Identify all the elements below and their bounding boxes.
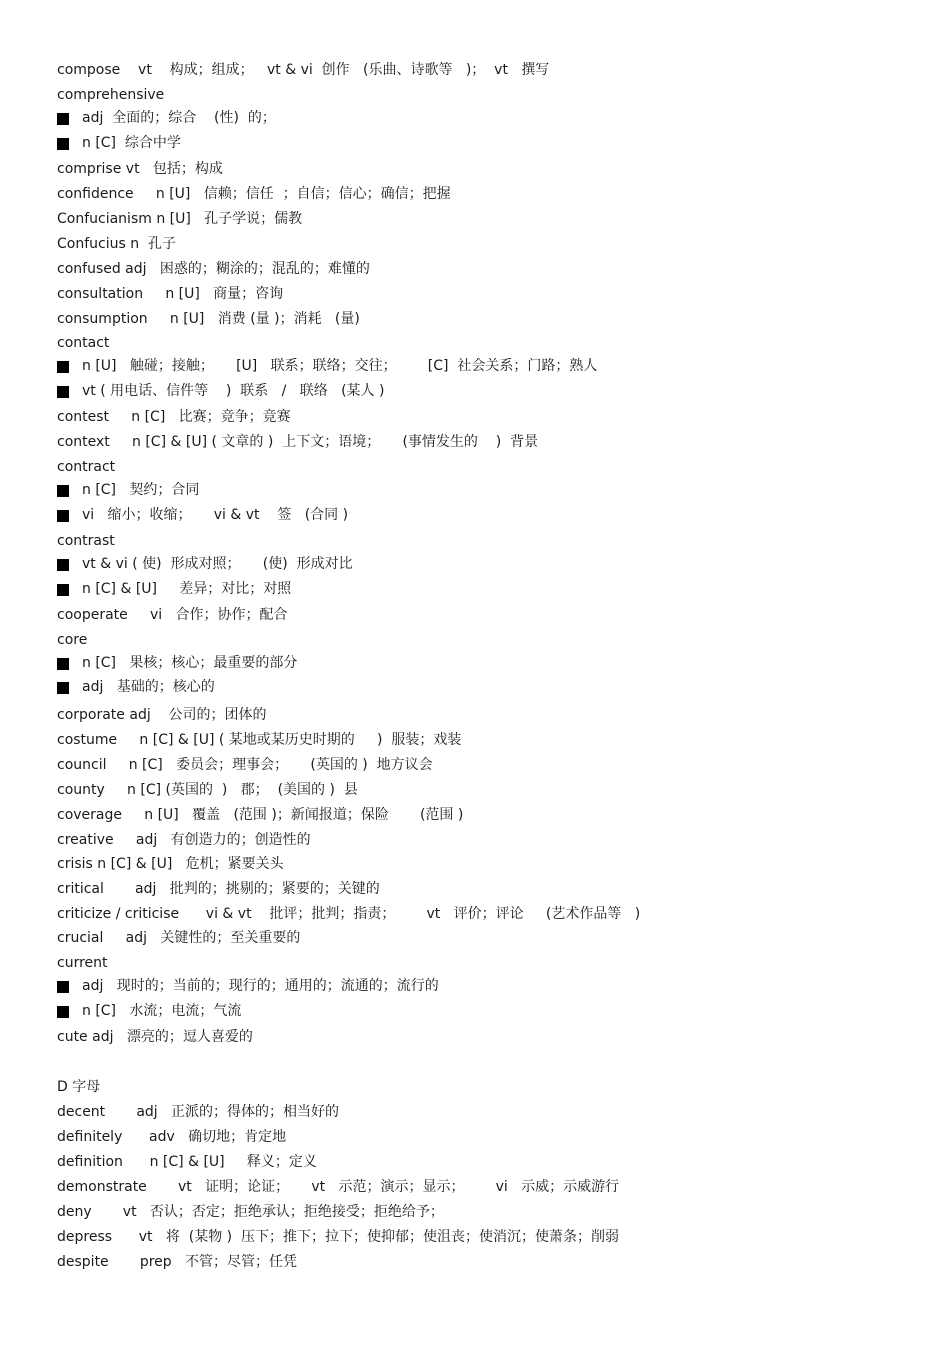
bullet-square-icon	[57, 138, 69, 150]
entry-confused: confused adj 困惑的；糊涂的；混乱的；难懂的	[57, 261, 370, 277]
entry-crucial: crucial adj 关键性的；至关重要的	[57, 930, 301, 946]
entry-critical: critical adj 批判的；挑剔的；紧要的；关键的	[57, 881, 380, 897]
sense-text: adj 全面的；综合 (性) 的；	[82, 110, 276, 126]
entry-core: core	[57, 632, 88, 648]
entry-despite: despite prep 不管；尽管；任凭	[57, 1254, 298, 1270]
sense-row	[57, 655, 937, 672]
sense-row	[57, 358, 937, 375]
bullet-square-icon	[57, 584, 69, 596]
entry-definition: definition n [C] & [U] 释义；定义	[57, 1154, 317, 1170]
sense-row	[57, 556, 937, 573]
sense-text: vt ( 用电话、信件等 ) 联系 / 联络 (某人 )	[82, 383, 385, 399]
entry-compose: compose vt 构成；组成； vt & vi 创作 (乐曲、诗歌等 )； vt 撰写	[57, 62, 550, 78]
entry-context: context n [C] & [U] ( 文章的 ) 上下文；语境； (事情发生的 ) 背景	[57, 434, 539, 450]
sense-row	[57, 482, 937, 499]
sense-row	[57, 978, 937, 995]
vocabulary-list	[57, 62, 937, 1271]
bullet-square-icon	[57, 510, 69, 522]
bullet-square-icon	[57, 981, 69, 993]
entry-comprise: comprise vt 包括；构成	[57, 161, 223, 177]
sense-text: vt & vi ( 使) 形成对照； (使) 形成对比	[82, 556, 353, 572]
entry-confucius: Confucius n 孔子	[57, 236, 176, 252]
bullet-square-icon	[57, 485, 69, 497]
entry-comprehensive: comprehensive	[57, 87, 165, 103]
entry-creative: creative adj 有创造力的；创造性的	[57, 832, 311, 848]
entry-costume: costume n [C] & [U] ( 某地或某历史时期的 ) 服装；戏装	[57, 732, 462, 748]
entry-cooperate: cooperate vi 合作；协作；配合	[57, 607, 288, 623]
entry-corporate: corporate adj 公司的；团体的	[57, 707, 267, 723]
entry-council: council n [C] 委员会；理事会； (英国的 ) 地方议会	[57, 757, 433, 773]
sense-row	[57, 383, 937, 400]
bullet-square-icon	[57, 658, 69, 670]
bullet-square-icon	[57, 386, 69, 398]
bullet-square-icon	[57, 559, 69, 571]
bullet-square-icon	[57, 113, 69, 125]
entry-depress: depress vt 将 (某物 ) 压下；推下；拉下；使抑郁；使沮丧；使消沉；使萧条；削弱	[57, 1229, 620, 1245]
sense-text: adj 基础的；核心的	[82, 679, 215, 695]
section-heading-d: D 字母	[57, 1079, 101, 1095]
sense-row	[57, 507, 937, 524]
bullet-square-icon	[57, 682, 69, 694]
entry-confidence: confidence n [U] 信赖；信任 ；自信；信心；确信；把握	[57, 186, 451, 202]
entry-coverage: coverage n [U] 覆盖 (范围 )；新闻报道；保险 (范围 )	[57, 807, 464, 823]
entry-county: county n [C] (英国的 ) 郡； (美国的 ) 县	[57, 782, 358, 798]
entry-confucianism: Confucianism n [U] 孔子学说；儒教	[57, 211, 303, 227]
entry-consumption: consumption n [U] 消费 (量 )；消耗 (量)	[57, 311, 360, 327]
bullet-square-icon	[57, 361, 69, 373]
entry-consultation: consultation n [U] 商量；咨询	[57, 286, 284, 302]
entry-contact: contact	[57, 335, 110, 351]
sense-row	[57, 135, 937, 152]
entry-contrast: contrast	[57, 533, 115, 549]
entry-contest: contest n [C] 比赛；竞争；竞赛	[57, 409, 291, 425]
sense-text: n [C] & [U] 差异；对比；对照	[82, 581, 292, 597]
entry-decent: decent adj 正派的；得体的；相当好的	[57, 1104, 340, 1120]
entry-criticize: criticize / criticise vi & vt 批评；批判；指责； vt 评价；评论 (艺术作品等 )	[57, 906, 641, 922]
entry-crisis: crisis n [C] & [U] 危机；紧要关头	[57, 856, 284, 872]
sense-text: adj 现时的；当前的；现行的；通用的；流通的；流行的	[82, 978, 439, 994]
entry-contract: contract	[57, 459, 116, 475]
entry-demonstrate: demonstrate vt 证明；论证； vt 示范；演示；显示； vi 示威；示威游行	[57, 1179, 620, 1195]
sense-row	[57, 1003, 937, 1020]
bullet-square-icon	[57, 1006, 69, 1018]
entry-deny: deny vt 否认；否定；拒绝承认；拒绝接受；拒绝给予；	[57, 1204, 444, 1220]
sense-text: n [C] 果核；核心；最重要的部分	[82, 655, 298, 671]
sense-text: n [C] 契约；合同	[82, 482, 200, 498]
sense-text: n [C] 综合中学	[82, 135, 181, 151]
sense-text: vi 缩小；收缩； vi & vt 签 (合同 )	[82, 507, 349, 523]
entry-cute: cute adj 漂亮的；逗人喜爱的	[57, 1029, 253, 1045]
sense-row	[57, 581, 937, 598]
entry-definitely: definitely adv 确切地；肯定地	[57, 1129, 287, 1145]
sense-text: n [U] 触碰；接触； [U] 联系；联络；交往； [C] 社会关系；门路；熟人	[82, 358, 598, 374]
sense-text: n [C] 水流；电流；气流	[82, 1003, 242, 1019]
entry-current: current	[57, 955, 108, 971]
sense-row	[57, 110, 937, 127]
sense-row	[57, 679, 937, 696]
